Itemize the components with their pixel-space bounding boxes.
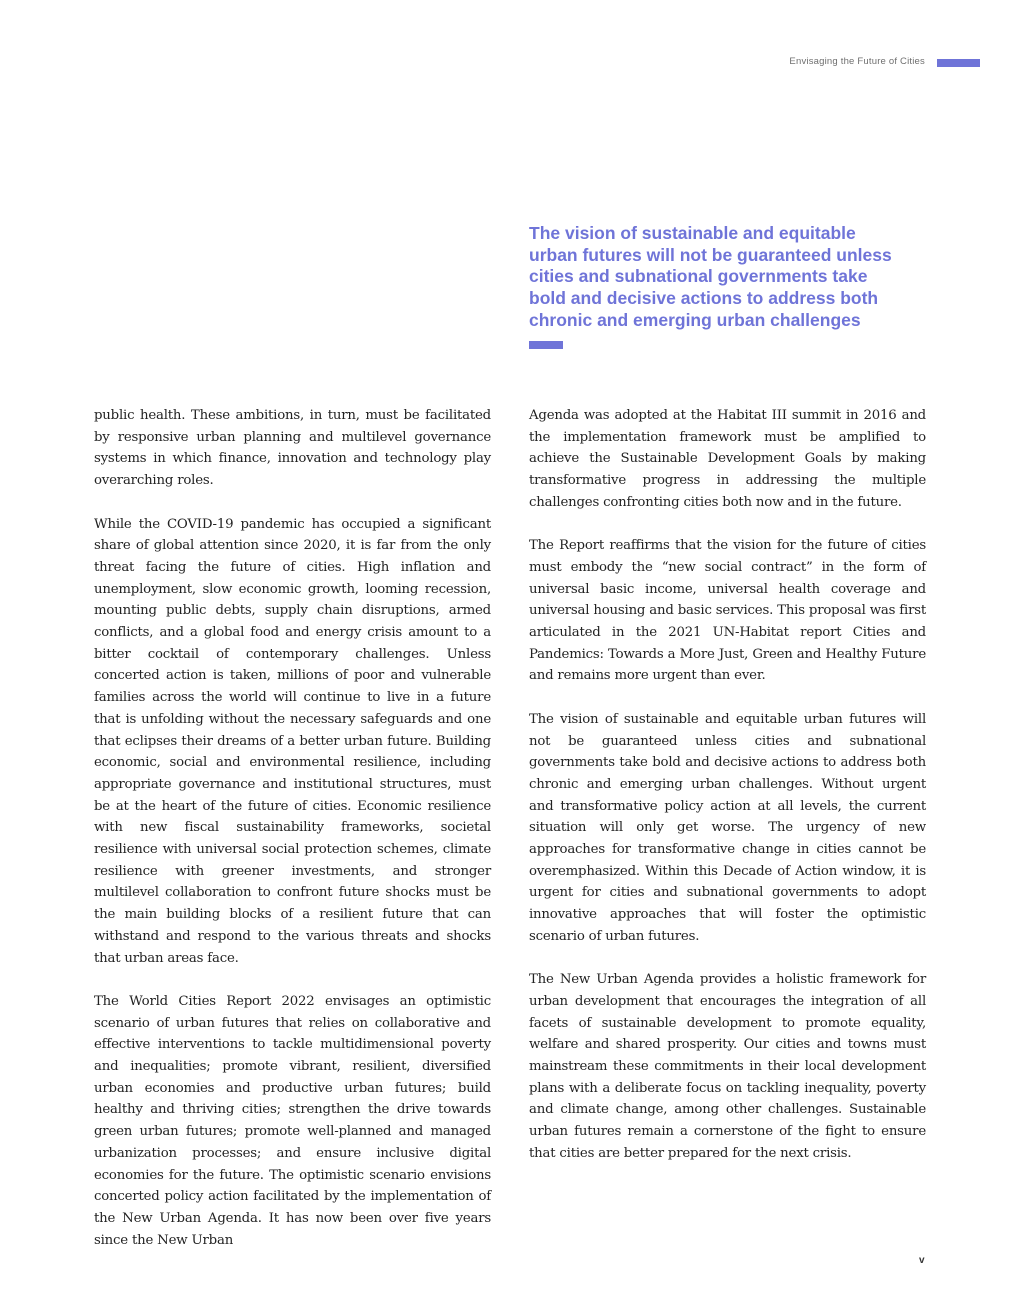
page-number: v xyxy=(919,1255,925,1266)
left-column xyxy=(94,405,491,1273)
paragraph: The vision of sustainable and equitable urban futures will not be guaranteed unless cities and subnational governments take bold and decisive actions to address both chronic and emerging urban challenges. Without urgent and transformative policy action at all levels, the current situation will only get worse. The urgency of new approaches for transformative change in cities cannot be overemphasized. Within this Decade of Action window, it is urgent for cities and subnational governments to adopt innovative approaches that will foster the optimistic scenario of urban futures. xyxy=(529,711,926,944)
pull-quote: The vision of sustainable and equitable urban futures will not be guaranteed unless cities and subnational governments take bold and decisive actions to address both chronic and emerging urban challenges xyxy=(529,223,892,330)
header-accent-bar xyxy=(937,59,980,67)
paragraph: The World Cities Report 2022 envisages an optimistic scenario of urban futures that relies on collaborative and effective interventions to tackle multidimensional poverty and inequalities; promote vibrant, resilient, diversified urban economies and productive urban futures; build healthy and thriving cities; strengthen the drive towards green urban futures; promote well-planned and managed urbanization processes; and ensure inclusive digital economies for the future. The optimistic scenario envisions concerted policy action facilitated by the implementation of the New Urban Agenda. It has now been over five years since the New Urban xyxy=(94,993,491,1248)
paragraph: While the COVID-19 pandemic has occupied a significant share of global attention since 2020, it is far from the only threat facing the future of cities. High inflation and unemployment, slow economic growth, looming recession, mounting public debts, supply chain disruptions, armed conflicts, and a global food and energy crisis amount to a bitter cocktail of contemporary challenges. Unless concerted action is taken, millions of poor and vulnerable families across the world will continue to live in a future that is unfolding without the necessary safeguards and one that eclipses their dreams of a better urban future. Building economic, social and environmental resilience, including appropriate governance and institutional structures, must be at the heart of the future of cities. Economic resilience with new fiscal sustainability frameworks, societal resilience with universal social protection schemes, climate resilience with greener investments, and stronger multilevel collaboration to confront future shocks must be the main building blocks of a resilient future that can withstand and respond to the various threats and shocks that urban areas face. xyxy=(94,516,491,966)
paragraph: public health. These ambitions, in turn, must be facilitated by responsive urban planning and multilevel governance systems in which finance, innovation and technology play overarching roles. xyxy=(94,408,491,489)
pull-quote-accent-bar xyxy=(529,341,563,349)
running-header: Envisaging the Future of Cities xyxy=(789,56,925,67)
paragraph: The Report reaffirms that the vision for the future of cities must embody the “new social contract” in the form of universal basic income, universal health coverage and universal housing and basic services. This proposal was first articulated in the 2021 UN-Habitat report Cities and Pandemics: Towards a More Just, Green and Healthy Future and remains more urgent than ever. xyxy=(529,538,926,684)
right-column xyxy=(529,405,926,1186)
paragraph: Agenda was adopted at the Habitat III summit in 2016 and the implementation framework must be amplified to achieve the Sustainable Development Goals by making transformative progress in addressing the multiple challenges confronting cities both now and in the future. xyxy=(529,408,926,510)
paragraph: The New Urban Agenda provides a holistic framework for urban development that encourages the integration of all facets of sustainable development to promote equality, welfare and shared prosperity. Our cities and towns must mainstream these commitments in their local development plans with a deliberate focus on tackling inequality, poverty and climate change, among other challenges. Sustainable urban futures remain a cornerstone of the fight to ensure that cities are better prepared for the next crisis. xyxy=(529,972,926,1161)
